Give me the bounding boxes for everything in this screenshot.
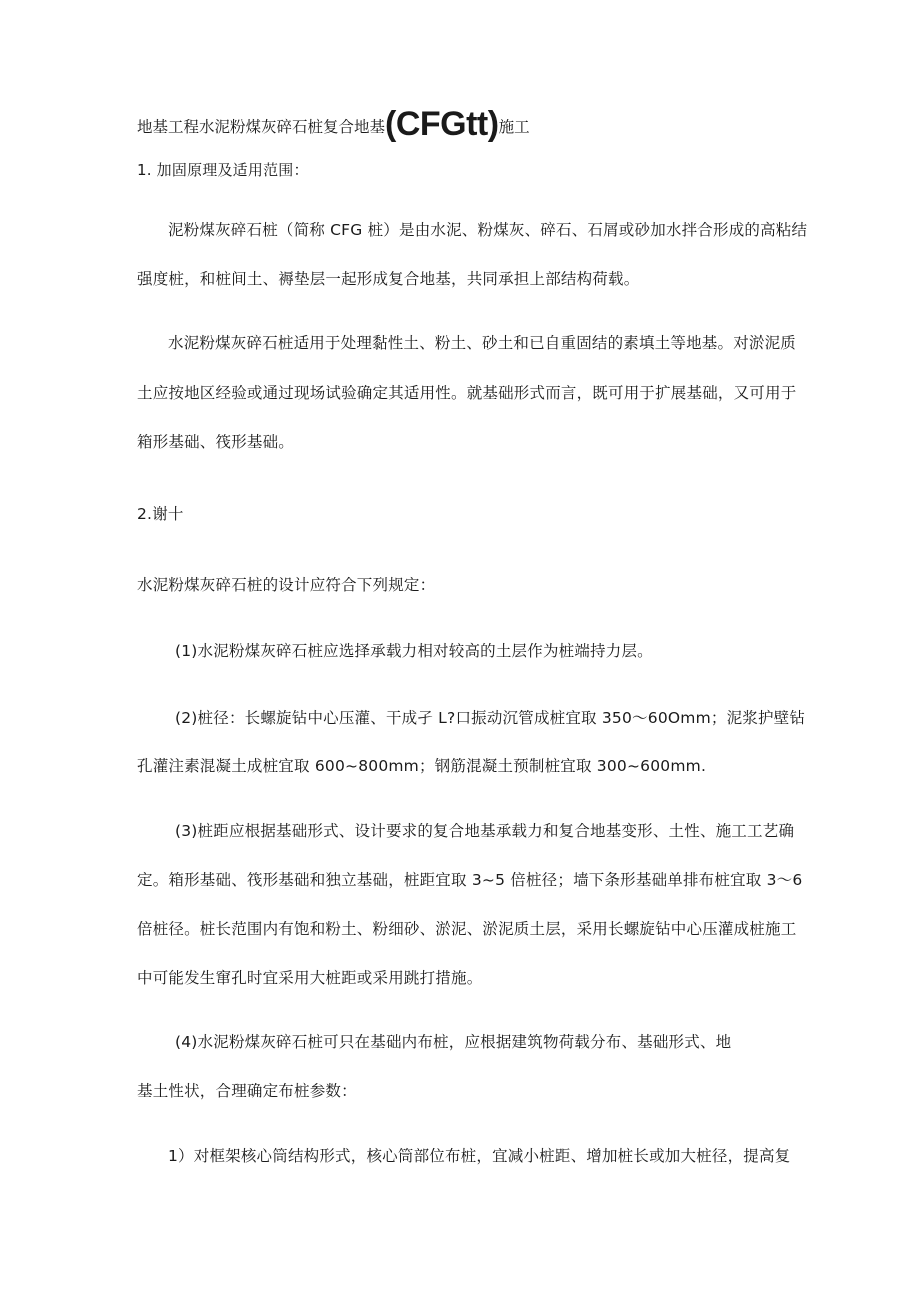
title-text-suffix: 施工 [498, 118, 530, 136]
section-2-heading: 2.谢十 [137, 505, 184, 523]
paragraph-1-line-1: 泥粉煤灰碎石桩（简称 CFG 桩）是由水泥、粉煤灰、碎石、石屑或砂加水拌合形成的高粘结 [168, 221, 808, 239]
paragraph-2-line-3: 箱形基础、筏形基础。 [137, 433, 295, 451]
title-text-abbrev: (CFGtt) [385, 105, 499, 143]
section-1-heading: 1. 加固原理及适用范围： [137, 161, 309, 179]
item-2-line-2: 孔灌注素混凝土成桩宜取 600~800mm；钢筋混凝土预制桩宜取 300~600mm. [137, 757, 707, 775]
item-4-line-1: (4)水泥粉煤灰碎石桩可只在基础内布桩，应根据建筑物荷载分布、基础形式、地 [175, 1033, 732, 1051]
item-3-line-1: (3)桩距应根据基础形式、设计要求的复合地基承载力和复合地基变形、土性、施工工艺确 [175, 822, 795, 840]
item-1: (1)水泥粉煤灰碎石桩应选择承载力相对较高的土层作为桩端持力层。 [175, 642, 653, 660]
item-3-line-4: 中可能发生窜孔时宜采用大桩距或采用跳打措施。 [137, 969, 483, 987]
paragraph-1-line-2: 强度桩，和桩间土、褥垫层一起形成复合地基，共同承担上部结构荷载。 [137, 270, 640, 288]
title-text-prefix: 地基工程水泥粉煤灰碎石桩复合地基 [137, 118, 386, 136]
item-4-line-2: 基土性状，合理确定布桩参数： [137, 1082, 357, 1100]
subitem-1: 1）对框架核心筒结构形式，核心筒部位布桩，宜减小桩距、增加桩长或加大桩径，提高复 [168, 1147, 791, 1165]
item-3-line-3: 倍桩径。桩长范围内有饱和粉土、粉细砂、淤泥、淤泥质土层，采用长螺旋钻中心压灌成桩施工 [137, 920, 797, 938]
paragraph-2-line-1: 水泥粉煤灰碎石桩适用于处理黏性土、粉土、砂土和已自重固结的素填土等地基。对淤泥质 [168, 334, 797, 352]
paragraph-3: 水泥粉煤灰碎石桩的设计应符合下列规定： [137, 576, 436, 594]
item-3-line-2: 定。箱形基础、筏形基础和独立基础，桩距宜取 3~5 倍桩径；墙下条形基础单排布桩宜取 3～6 [137, 871, 803, 889]
paragraph-2-line-2: 土应按地区经验或通过现场试验确定其适用性。就基础形式而言，既可用于扩展基础，又可用于 [137, 384, 797, 402]
item-2-line-1: (2)桩径：长螺旋钻中心压灌、干成孑 L?口振动沉管成桩宜取 350～60Omm；泥浆护壁钻 [175, 709, 806, 727]
document-title [137, 104, 530, 147]
